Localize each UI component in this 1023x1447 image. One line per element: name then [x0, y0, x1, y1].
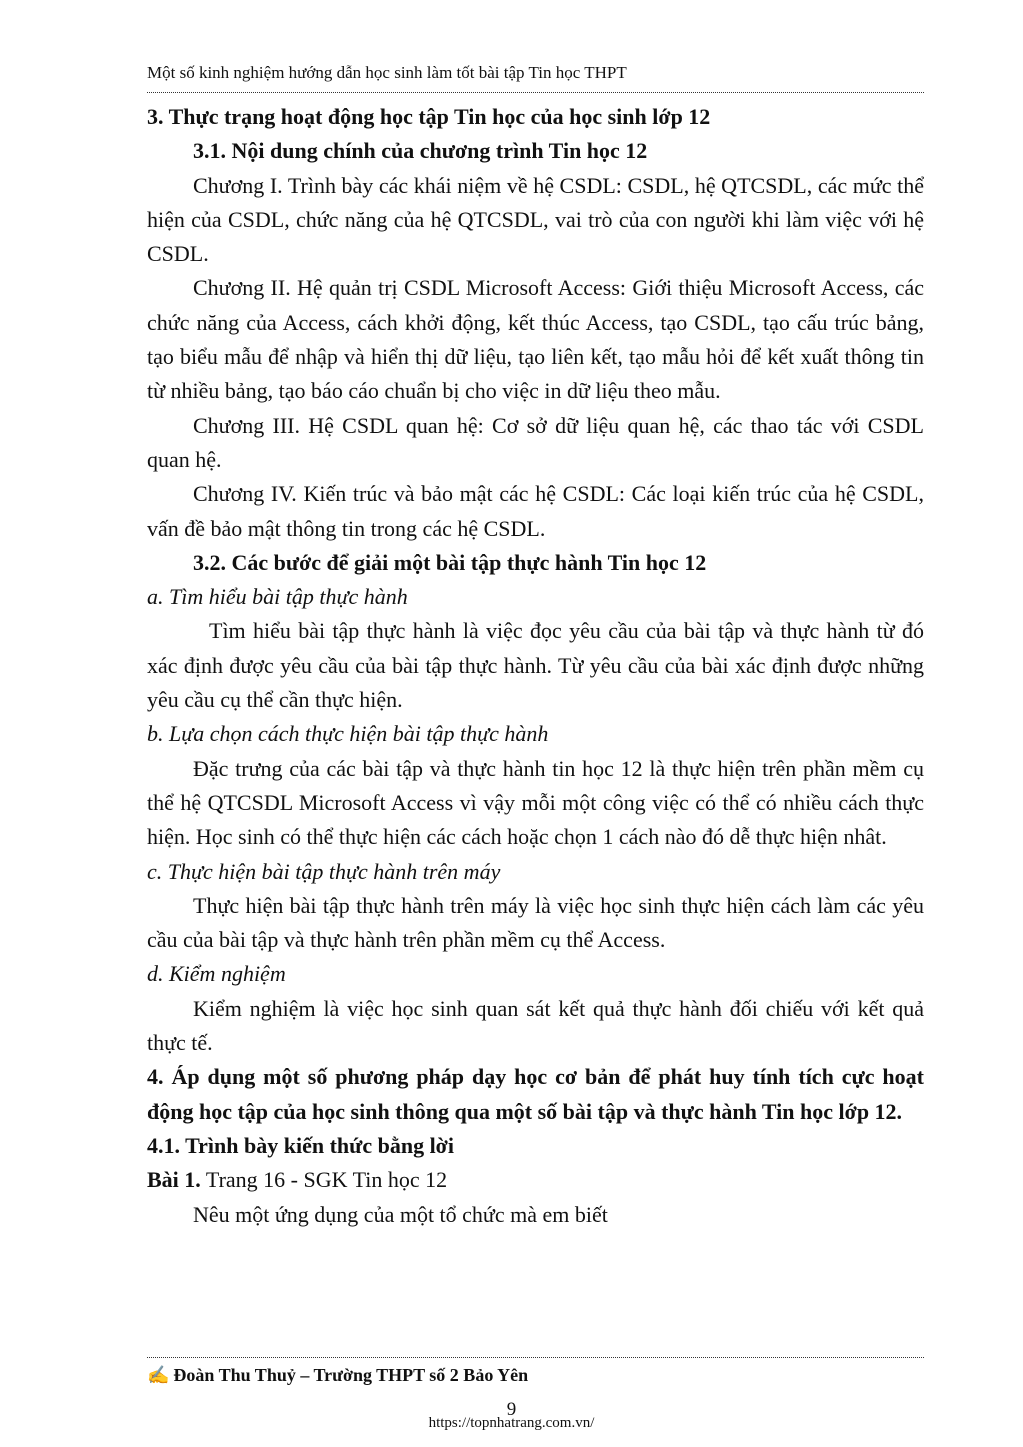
paragraph-19 [147, 1198, 924, 1232]
paragraph-8 [147, 580, 924, 614]
paragraph-text: 3.2. Các bước để giải một bài tập thực hành Tin học 12 [193, 549, 707, 575]
footer-author: Đoàn Thu Thuỷ – Trường THPT số 2 Bảo Yên [173, 1365, 529, 1385]
paragraph-text: Chương II. Hệ quản trị CSDL Microsoft Access: Giới thiệu Microsoft Access, các chức năng của Access, cách khởi động, kết thúc Access, tạo CSDL, tạo cấu trúc bảng, tạo biểu mẫu để nhập và hiển thị dữ liệu, tạo liên kết, tạo mẫu hỏi để kết xuất thông tin từ nhiều bảng, tạo báo cáo chuẩn bị cho việc in dữ liệu theo mẫu. [147, 275, 924, 404]
paragraph-text: 3. Thực trạng hoạt động học tập Tin học của học sinh lớp 12 [147, 104, 711, 129]
paragraph-17 [147, 1129, 924, 1163]
source-url: https://topnhatrang.com.vn/ [428, 1415, 595, 1431]
paragraph-text: Chương III. Hệ CSDL quan hệ: Cơ sở dữ liệu quan hệ, các thao tác với CSDL quan hệ. [147, 412, 924, 472]
paragraph-text: 4.1. Trình bày kiến thức bằng lời [147, 1132, 454, 1158]
paragraph-7 [147, 546, 924, 580]
paragraph-text: Chương IV. Kiến trúc và bảo mật các hệ CSDL: Các loại kiến trúc của hệ CSDL, vấn đề bảo mật thông tin trong các hệ CSDL. [147, 481, 924, 541]
paragraph-text: c. Thực hiện bài tập thực hành trên máy [147, 858, 501, 884]
page-number: 9 [506, 1399, 517, 1420]
paragraph-text: d. Kiểm nghiệm [147, 961, 286, 987]
paragraph-13 [147, 889, 924, 958]
paragraph-9 [147, 614, 924, 717]
paragraph-14 [147, 957, 924, 991]
paragraph-text: Đặc trưng của các bài tập và thực hành tin học 12 là thực hiện trên phần mềm cụ thể hệ QTCSDL Microsoft Access vì vậy mỗi một công việc có thể có nhiều cách thực hiện. Học sinh có thể thực hiện các cách hoặc chọn 1 cách nào đó dễ thực hiện nhât. [147, 755, 924, 850]
paragraph-15 [147, 992, 924, 1061]
running-footer [147, 1364, 924, 1386]
running-header: Một số kinh nghiệm hướng dẫn học sinh làm tốt bài tập Tin học THPT [147, 63, 627, 82]
paragraph-1 [147, 100, 924, 134]
paragraph-text: a. Tìm hiểu bài tập thực hành [147, 584, 408, 610]
paragraph-6 [147, 477, 924, 546]
paragraph-text: 4. Áp dụng một số phương pháp dạy học cơ bản để phát huy tính tích cực hoạt động học tập của học sinh thông qua một số bài tập và thực hành Tin học lớp 12. [147, 1064, 924, 1124]
paragraph-3 [147, 169, 924, 272]
document-body [147, 100, 924, 1232]
paragraph-18 [147, 1163, 924, 1197]
paragraph-text: Chương I. Trình bày các khái niệm về hệ CSDL: CSDL, hệ QTCSDL, các mức thể hiện của CSDL, chức năng của hệ QTCSDL, vai trò của con người khi làm việc với hệ CSDL. [147, 172, 924, 267]
footer-rule [147, 1357, 924, 1358]
paragraph-16 [147, 1060, 924, 1129]
paragraph-5 [147, 409, 924, 478]
paragraph-text: 3.1. Nội dung chính của chương trình Tin học 12 [193, 138, 648, 164]
paragraph-text: Kiểm nghiệm là việc học sinh quan sát kết quả thực hành đối chiếu với kết quả thực tế. [147, 995, 924, 1056]
pen-hand-icon: ✍ [147, 1365, 170, 1385]
paragraph-text: Thực hiện bài tập thực hành trên máy là việc học sinh thực hiện cách làm các yêu cầu của bài tập và thực hành trên phần mềm cụ thể Access. [147, 892, 924, 953]
paragraph-text: Tìm hiểu bài tập thực hành là việc đọc yêu cầu của bài tập và thực hành từ đó xác định được yêu cầu của bài tập thực hành. Từ yêu cầu của bài xác định được những yêu cầu cụ thể cần thực hiện. [147, 618, 924, 713]
paragraph-text: b. Lựa chọn cách thực hiện bài tập thực hành [147, 721, 549, 747]
paragraph-4 [147, 271, 924, 408]
paragraph-2 [147, 134, 924, 168]
header-rule [147, 92, 924, 93]
paragraph-text: Trang 16 - SGK Tin học 12 [200, 1167, 448, 1193]
paragraph-12 [147, 855, 924, 889]
paragraph-10 [147, 717, 924, 751]
paragraph-text: Nêu một ứng dụng của một tổ chức mà em biết [193, 1201, 608, 1227]
exercise-label: Bài 1. [147, 1167, 201, 1193]
paragraph-11 [147, 752, 924, 855]
